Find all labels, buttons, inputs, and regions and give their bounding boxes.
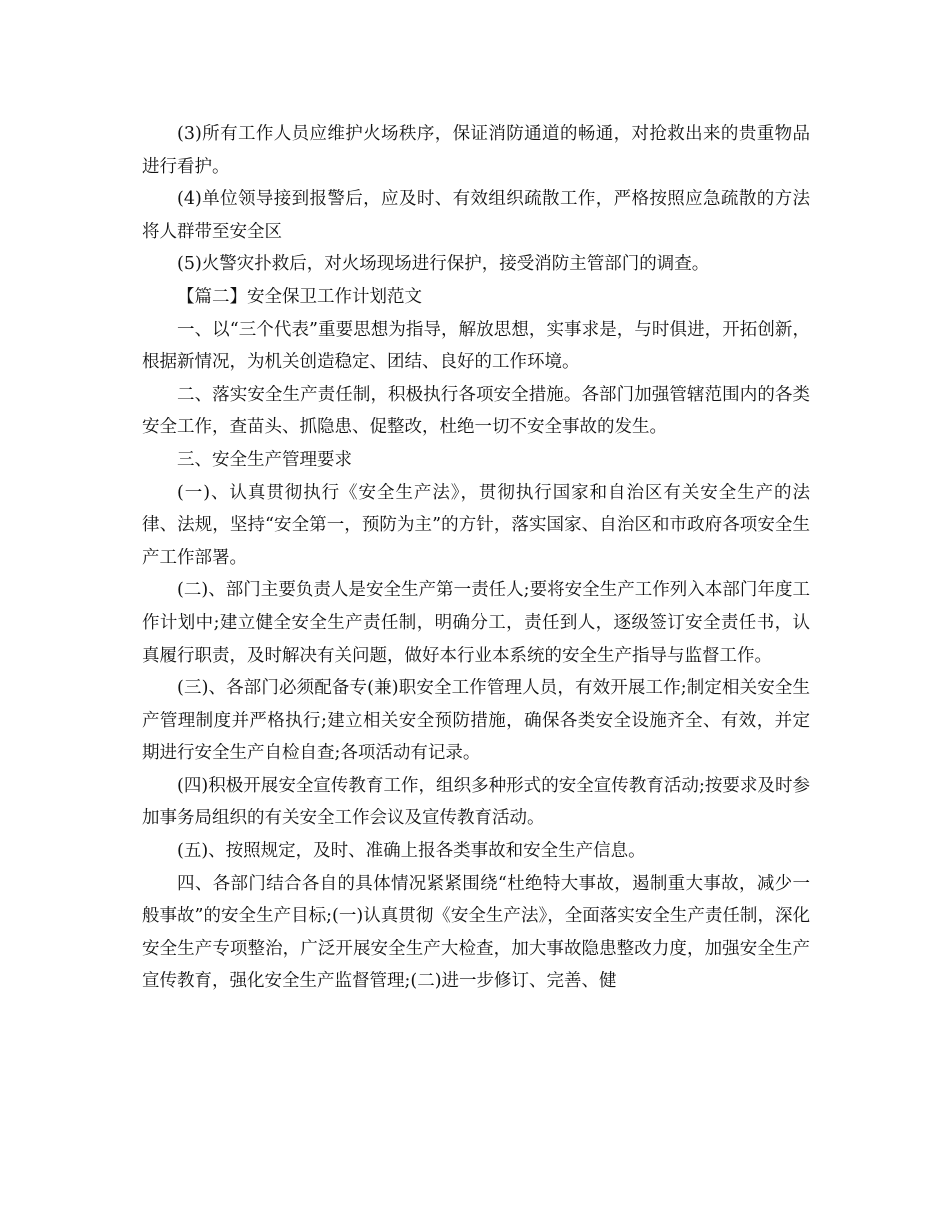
- paragraph-sub-three: (三)、各部门必须配备专(兼)职安全工作管理人员，有效开展工作;制定相关安全生产管理制度并严格执行;建立相关安全预防措施，确保各类安全设施齐全、有效，并定期进行安全生产自检自查;各项活动有记录。: [142, 678, 810, 764]
- paragraph-sub-four: (四)积极开展安全宣传教育工作，组织多种形式的安全宣传教育活动;按要求及时参加事务局组织的有关安全工作会议及宣传教育活动。: [142, 775, 810, 829]
- paragraph-evacuation: (4)单位领导接到报警后，应及时、有效组织疏散工作，严格按照应急疏散的方法将人群带至安全区: [142, 189, 810, 242]
- paragraph-fire-order: (3)所有工作人员应维护火场秩序，保证消防通道的畅通，对抢救出来的贵重物品进行看护。: [142, 124, 810, 177]
- paragraph-site-protection: (5)火警灾扑救后，对火场现场进行保护，接受消防主管部门的调查。: [177, 254, 710, 275]
- paragraph-sub-five: (五)、按照规定，及时、准确上报各类事故和安全生产信息。: [177, 841, 646, 862]
- paragraph-sub-one: (一)、认真贯彻执行《安全生产法》，贯彻执行国家和自治区有关安全生产的法律、法规，坚持“安全第一，预防为主”的方针，落实国家、自治区和市政府各项安全生产工作部署。: [142, 482, 810, 568]
- paragraph-item-one: 一、以“三个代表”重要思想为指导，解放思想，实事求是，与时俱进，开拓创新，根据新情况，为机关创造稳定、团结、良好的工作环境。: [142, 319, 810, 373]
- paragraph-item-three-heading: 三、安全生产管理要求: [177, 449, 352, 470]
- paragraph-item-four: 四、各部门结合各自的具体情况紧紧围绕“杜绝特大事故，遏制重大事故，减少一般事故”的安全生产目标;(一)认真贯彻《安全生产法》，全面落实安全生产责任制，深化安全生产专项整治，广泛开展安全生产大检查，加大事故隐患整改力度，加强安全生产宣传教育，强化安全生产监督管理;(二)进一步修订、完善、健: [142, 873, 810, 992]
- paragraph-sub-two: (二)、部门主要负责人是安全生产第一责任人;要将安全生产工作列入本部门年度工作计划中;建立健全安全生产责任制，明确分工，责任到人，逐级签订安全责任书，认真履行职责，及时解决有关问题，做好本行业本系统的安全生产指导与监督工作。: [142, 580, 810, 666]
- document-body: [142, 118, 810, 998]
- section-heading-part-two: 【篇二】安全保卫工作计划范文: [177, 286, 422, 307]
- paragraph-item-two: 二、落实安全生产责任制，积极执行各项安全措施。各部门加强管辖范围内的各类安全工作，查苗头、抓隐患、促整改，杜绝一切不安全事故的发生。: [142, 384, 810, 438]
